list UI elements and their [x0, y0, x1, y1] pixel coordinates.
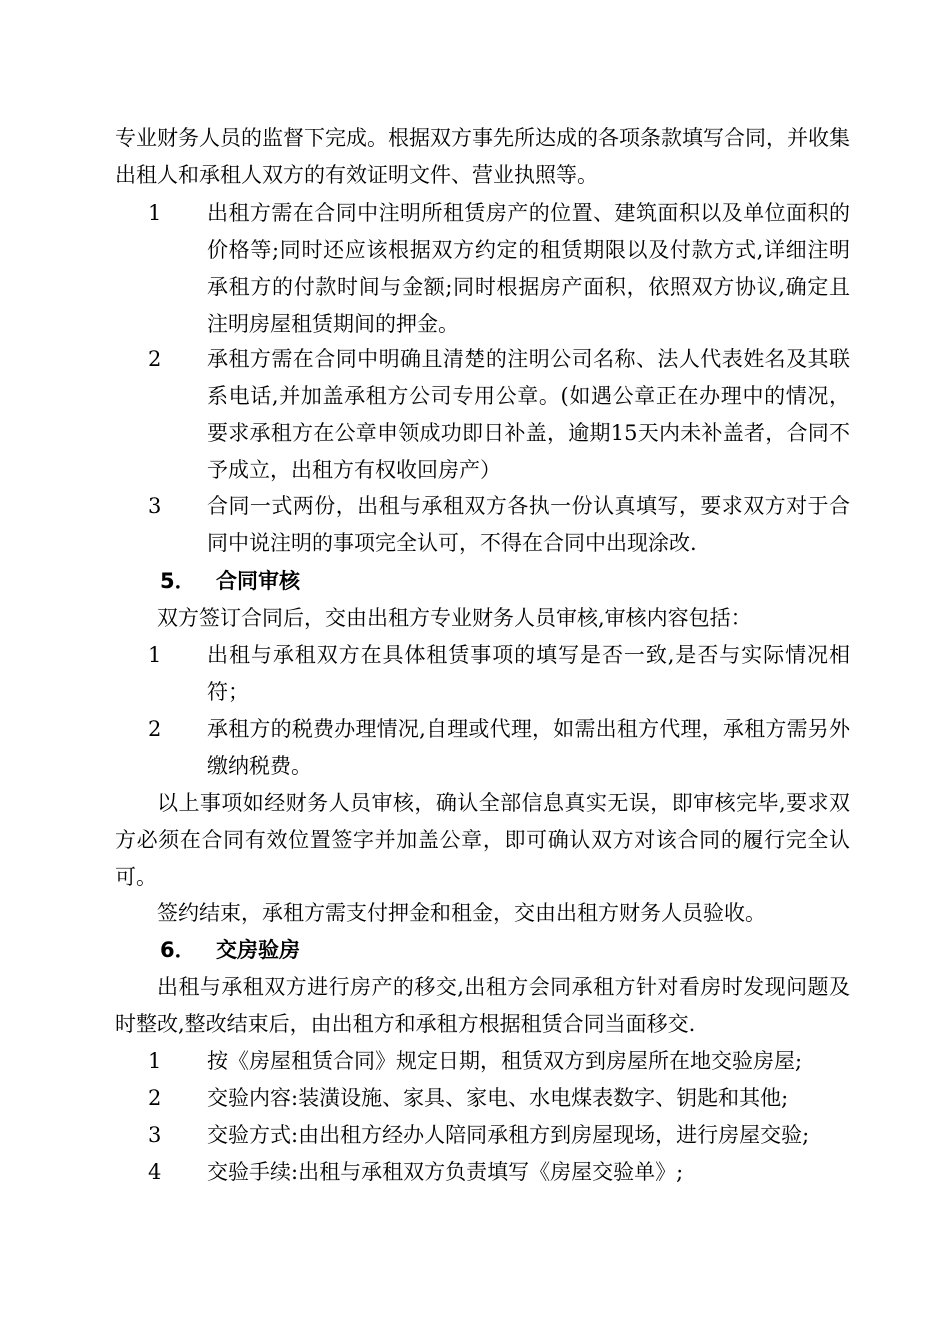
- body-paragraph: 签约结束，承租方需支付押金和租金，交由出租方财务人员验收。: [157, 901, 766, 925]
- list-item-text: 出租与承租双方在具体租赁事项的填写是否一致,是否与实际情况相符；: [207, 643, 850, 704]
- list-item: [115, 488, 850, 562]
- list-item: [115, 1080, 850, 1117]
- list-number: 4: [148, 1160, 162, 1184]
- list-number: 3: [148, 494, 162, 518]
- list-item: [115, 1117, 850, 1154]
- section-intro: 出租与承租双方进行房产的移交,出租方会同承租方针对看房时发现问题及时整改,整改结束后，由出租方和承租方根据租赁合同当面移交.: [115, 975, 850, 1036]
- list-number: 2: [148, 1086, 162, 1110]
- list-item-text: 交验手续:出租与承租双方负责填写《房屋交验单》;: [207, 1160, 684, 1184]
- list-item-text: 交验内容:装潢设施、家具、家电、水电煤表数字、钥匙和其他;: [207, 1086, 789, 1110]
- list-number: 1: [148, 643, 162, 667]
- list-item-text: 承租方需在合同中明确且清楚的注明公司名称、法人代表姓名及其联系电话,并加盖承租方公司专用公章。(如遇公章正在办理中的情况，要求承租方在公章申领成功即日补盖，逾期15天内未补盖者，合同不予成立，出租方有权收回房产）: [207, 347, 850, 482]
- list-item: [115, 1043, 850, 1080]
- section-number: 6．: [160, 938, 196, 962]
- list-item-text: 按《房屋租赁合同》规定日期，租赁双方到房屋所在地交验房屋;: [207, 1049, 803, 1073]
- section-title: 交房验房: [216, 938, 300, 962]
- body-paragraph: 以上事项如经财务人员审核，确认全部信息真实无误，即审核完毕,要求双方必须在合同有效位置签字并加盖公章，即可确认双方对该合同的履行完全认可。: [115, 791, 850, 889]
- section-intro: 双方签订合同后，交由出租方专业财务人员审核,审核内容包括：: [157, 606, 752, 630]
- list-number: 3: [148, 1123, 162, 1147]
- section-title: 合同审核: [216, 569, 300, 593]
- list-item-text: 出租方需在合同中注明所租赁房产的位置、建筑面积以及单位面积的价格等;同时还应该根据双方约定的租赁期限以及付款方式,详细注明承租方的付款时间与金额;同时根据房产面积，依照双方协议,确定且注明房屋租赁期间的押金。: [207, 201, 850, 336]
- section-number: 5．: [160, 569, 196, 593]
- list-item: [115, 195, 850, 343]
- list-item-text: 合同一式两份，出租与承租双方各执一份认真填写，要求双方对于合同中说注明的事项完全认可，不得在合同中出现涂改.: [207, 494, 850, 555]
- list-item: [115, 711, 850, 785]
- intro-paragraph: 专业财务人员的监督下完成。根据双方事先所达成的各项条款填写合同，并收集出租人和承租人双方的有效证明文件、营业执照等。: [115, 126, 850, 187]
- list-item-text: 交验方式:由出租方经办人陪同承租方到房屋现场，进行房屋交验;: [207, 1123, 810, 1147]
- list-item-text: 承租方的税费办理情况,自理或代理，如需出租方代理，承租方需另外缴纳税费。: [207, 717, 850, 778]
- list-item: [115, 637, 850, 711]
- list-item: [115, 1154, 850, 1191]
- list-number: 2: [148, 347, 162, 371]
- list-number: 1: [148, 1049, 162, 1073]
- list-number: 1: [148, 201, 162, 225]
- list-number: 2: [148, 717, 162, 741]
- list-item: [115, 341, 850, 489]
- section-heading: [160, 563, 300, 600]
- section-heading: [160, 932, 300, 969]
